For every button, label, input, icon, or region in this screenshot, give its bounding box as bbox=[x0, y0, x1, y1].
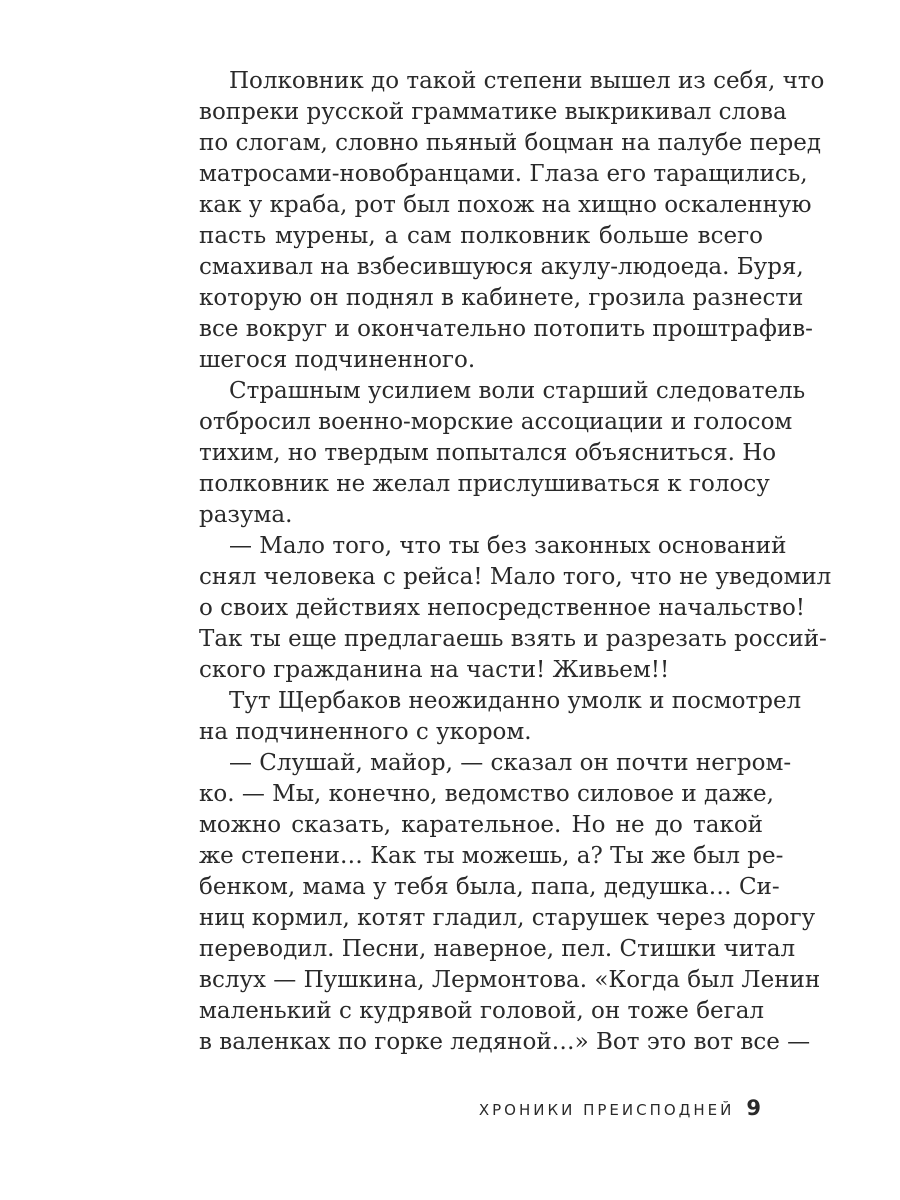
text-line: вслух — Пушкина, Лермонтова. «Когда был Ленин bbox=[199, 967, 821, 993]
text-line: Так ты еще предлагаешь взять и разрезать россий- bbox=[199, 626, 827, 652]
text-line: как у краба, рот был похож на хищно оскаленную bbox=[199, 192, 812, 218]
text-line: смахивал на взбесившуюся акулу-людоеда. Буря, bbox=[199, 254, 804, 280]
text-line: на подчиненного с укором. bbox=[199, 719, 532, 745]
text-line: же степени… Как ты можешь, а? Ты же был ре- bbox=[199, 843, 784, 869]
text-line: снял человека с рейса! Мало того, что не уведомил bbox=[199, 564, 832, 590]
text-line: маленький с кудрявой головой, он тоже бегал bbox=[199, 998, 765, 1024]
text-line: Страшным усилием воли старший следователь bbox=[229, 378, 806, 404]
page-number: 9 bbox=[746, 1096, 761, 1120]
text-line: можно сказать, карательное. Но не до такой bbox=[199, 812, 763, 838]
text-line: ниц кормил, котят гладил, старушек через дорогу bbox=[199, 905, 816, 931]
text-line: пасть мурены, а сам полковник больше всего bbox=[199, 223, 763, 249]
text-line: шегося подчиненного. bbox=[199, 347, 476, 373]
text-line: разума. bbox=[199, 502, 293, 528]
text-line: бенком, мама у тебя была, папа, дедушка… Си- bbox=[199, 874, 780, 900]
text-line: переводил. Песни, наверное, пел. Стишки читал bbox=[199, 936, 796, 962]
text-line: матросами-новобранцами. Глаза его таращились, bbox=[199, 161, 808, 187]
text-line: Полковник до такой степени вышел из себя, что bbox=[229, 68, 825, 94]
text-line: по слогам, словно пьяный боцман на палубе перед bbox=[199, 130, 821, 156]
text-line: — Мало того, что ты без законных оснований bbox=[229, 533, 787, 559]
text-line: тихим, но твердым попытался объясниться. Но bbox=[199, 440, 777, 466]
text-line: о своих действиях непосредственное начальство! bbox=[199, 595, 806, 621]
paragraph bbox=[199, 66, 825, 376]
page-footer bbox=[479, 1096, 761, 1120]
text-line: все вокруг и окончательно потопить проштрафив- bbox=[199, 316, 813, 342]
text-line: — Слушай, майор, — сказал он почти негром- bbox=[229, 750, 792, 776]
text-line: ского гражданина на части! Живьем!! bbox=[199, 657, 670, 683]
text-line: отбросил военно-морские ассоциации и голосом bbox=[199, 409, 793, 435]
text-line: Тут Щербаков неожиданно умолк и посмотрел bbox=[229, 688, 802, 714]
text-line: ко. — Мы, конечно, ведомство силовое и даже, bbox=[199, 781, 774, 807]
text-line: вопреки русской грамматике выкрикивал слова bbox=[199, 99, 787, 125]
paragraph bbox=[199, 686, 802, 748]
text-line: в валенках по горке ледяной…» Вот это вот все — bbox=[199, 1029, 811, 1055]
paragraph bbox=[199, 748, 821, 1058]
text-line: которую он поднял в кабинете, грозила разнести bbox=[199, 285, 804, 311]
running-title: ХРОНИКИ ПРЕИСПОДНЕЙ bbox=[478, 1101, 735, 1119]
text-line: полковник не желал прислушиваться к голосу bbox=[199, 471, 770, 497]
paragraph bbox=[199, 531, 832, 686]
body-text bbox=[199, 66, 832, 1058]
paragraph bbox=[199, 376, 806, 531]
